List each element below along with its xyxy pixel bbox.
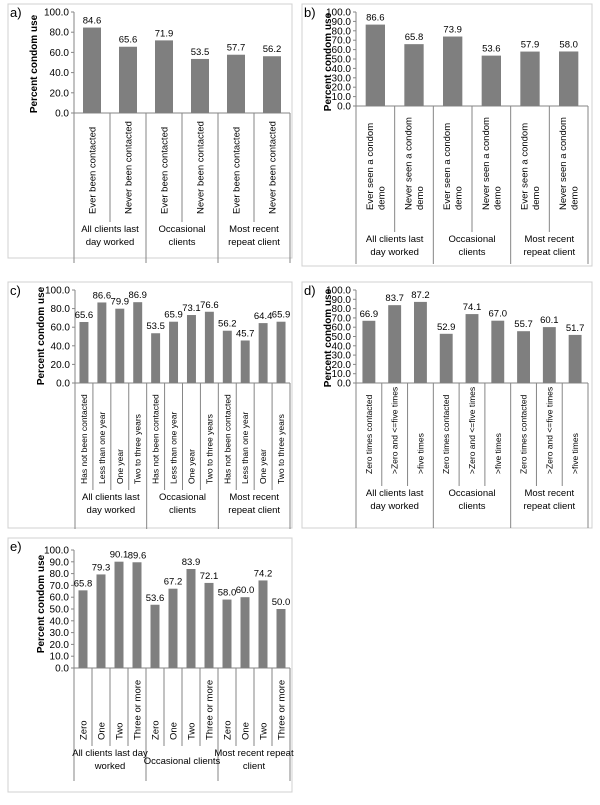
bar [133,302,142,383]
category-label: Zero times contacted [441,394,452,474]
y-tick-label: 60.0 [50,322,70,334]
bar [79,590,88,668]
bar-value-label: 66.9 [359,308,379,320]
y-tick-label: 90.0 [331,294,351,306]
category-label: One [240,722,252,740]
bar-value-label: 86.6 [366,12,385,24]
bar [263,56,281,113]
bar [169,589,178,668]
bar-value-label: 65.9 [271,309,291,321]
bar [520,52,539,106]
y-tick-label: 100.0 [43,7,69,19]
bar [223,600,232,668]
group-label: day worked [370,501,419,512]
category-label: One year [114,449,125,484]
y-tick-label: 40.0 [49,68,69,80]
bar-value-label: 79.9 [110,296,130,308]
panel-label: b) [304,5,316,20]
category-label: Never been contacted [195,121,207,214]
y-tick-label: 90.0 [331,16,351,28]
group-label: day worked [86,505,136,516]
bar-value-label: 67.0 [488,308,508,320]
bar-value-label: 65.6 [118,34,138,46]
category-label: demo [376,186,388,210]
bar [155,40,173,113]
category-label: Zero [222,720,234,740]
y-tick-label: 10.0 [331,92,351,104]
category-label: Two [258,722,270,740]
bar [241,340,250,383]
bar [517,331,530,383]
bar [277,609,286,668]
bar-value-label: 67.2 [163,576,183,588]
y-tick-label: 0.0 [55,663,69,675]
y-tick-label: 40.0 [331,341,351,353]
group-label: client [242,761,266,772]
group-label: Most recent repeat [214,748,294,759]
y-tick-label: 80.0 [50,304,70,316]
group-label: Occasional [448,488,496,499]
category-label: Ever seen a condom [519,122,531,210]
bar-value-label: 52.9 [436,321,456,333]
panel-label: c) [10,283,21,298]
bar [187,569,196,668]
category-label: Three or more [276,679,288,740]
category-label: One year [186,449,197,484]
y-tick-label: 20.0 [331,82,351,94]
category-label: Ever been contacted [231,126,243,214]
group-label: Most recent [524,488,575,499]
bar [277,322,286,383]
category-label: Has not been contacted [150,394,161,484]
bar-value-label: 90.1 [109,549,129,561]
y-tick-label: 70.0 [331,313,351,325]
panel-frame [8,4,292,258]
category-label: Zero times contacted [518,394,529,474]
category-label: >five times [492,433,503,474]
group-label: Occasional [158,224,206,235]
bar-value-label: 73.1 [182,303,201,315]
group-label: Most recent [229,224,279,235]
category-label: Less than one year [240,411,251,484]
y-tick-label: 20.0 [50,359,70,371]
bar [191,59,209,113]
y-tick-label: 100.0 [43,545,69,557]
category-label: >five times [570,433,581,474]
bar [543,327,556,383]
group-label: repeat client [228,237,280,248]
chart-panel-4 [302,282,592,528]
bar [97,574,106,668]
bar-value-label: 53.6 [145,592,165,604]
category-label: Ever seen a condom [442,122,454,210]
bar [115,562,124,668]
category-label: Zero times contacted [363,394,374,474]
y-tick-label: 0.0 [337,101,351,113]
category-label: >Zero and <=five times [389,386,400,474]
bar-value-label: 71.9 [154,28,174,40]
bar-value-label: 73.9 [443,24,462,36]
panel-label: e) [10,539,22,554]
chart-panel-2 [302,4,592,266]
panel-label: a) [10,5,22,20]
group-label: Most recent [229,492,279,503]
y-tick-label: 0.0 [56,378,70,390]
y-axis-title: Percent condom use [36,554,47,654]
y-tick-label: 60.0 [331,45,351,57]
group-label: All clients last [81,224,139,235]
bar-value-label: 65.8 [73,578,93,590]
bar [151,605,160,668]
group-label: repeat client [523,247,576,258]
bar [414,302,427,383]
category-label: Ever been contacted [87,126,99,214]
y-tick-label: 50.0 [49,604,69,616]
y-axis-title: Percent condom use [323,288,334,388]
bar-value-label: 76.6 [200,299,219,311]
bar-value-label: 53.6 [482,43,501,55]
group-label: clients [458,501,486,512]
bar [404,44,423,106]
bar-value-label: 60.0 [235,585,255,597]
bar-value-label: 53.5 [146,321,165,333]
category-label: Never seen a condom [558,117,570,210]
group-label: All clients last day [72,748,148,759]
bar-value-label: 74.2 [253,568,273,580]
bar-value-label: 51.7 [565,322,585,334]
y-tick-label: 10.0 [49,651,69,663]
bar [241,597,250,668]
category-label: Never been contacted [123,121,135,214]
bar [227,55,245,113]
group-label: Occasional [159,492,206,503]
bar [440,334,453,383]
y-tick-label: 60.0 [331,322,351,334]
y-tick-label: 20.0 [49,639,69,651]
bar [115,309,124,383]
y-axis-title: Percent condom use [323,12,334,112]
bar-value-label: 65.8 [404,32,424,44]
category-label: One year [258,449,269,484]
y-tick-label: 10.0 [331,369,351,381]
category-label: Two to three years [276,414,287,484]
bar [559,51,578,106]
bar [97,302,106,383]
group-label: clients [458,247,486,258]
bar-value-label: 72.1 [199,570,219,582]
bar [83,28,101,113]
bar [119,47,137,113]
category-label: >Zero and <=five times [466,386,477,474]
y-tick-label: 50.0 [331,54,351,66]
bar [388,305,401,383]
category-label: demo [569,186,581,210]
y-tick-label: 0.0 [337,378,351,390]
y-tick-label: 20.0 [331,359,351,371]
y-tick-label: 80.0 [331,304,351,316]
bar [223,331,232,383]
bar-value-label: 57.9 [520,39,540,51]
bar [187,315,196,383]
y-tick-label: 60.0 [49,47,69,59]
bar [362,321,375,383]
category-label: demo [492,186,504,210]
y-tick-label: 40.0 [49,616,69,628]
category-label: One [168,722,180,740]
y-tick-label: 100.0 [325,285,351,297]
group-label: worked [94,761,126,772]
y-axis-title: Percent condom use [36,286,47,386]
bar-value-label: 50.0 [271,597,291,608]
category-label: Ever been contacted [159,126,171,214]
category-label: Three or more [132,679,144,740]
bar [79,322,88,383]
group-label: clients [169,505,196,516]
bar [205,312,214,383]
bar [169,322,178,383]
category-label: demo [453,186,465,210]
category-label: Three or more [204,679,216,740]
bar [205,583,214,668]
y-tick-label: 70.0 [331,35,351,47]
category-label: Two to three years [204,414,215,484]
chart-panel-1 [8,4,292,263]
category-label: Zero [150,720,162,740]
category-label: Zero [78,720,90,740]
category-label: >five times [415,433,426,474]
category-label: Two [114,722,126,740]
bar [482,56,501,106]
bar [443,37,462,106]
bar [259,323,268,383]
category-label: Two [186,722,198,740]
bar-value-label: 64.4 [253,311,273,323]
bar-value-label: 55.7 [514,319,533,331]
group-label: All clients last [365,488,424,499]
category-label: Never seen a condom [480,117,492,210]
category-label: Ever seen a condom [364,122,376,210]
category-label: One [96,722,108,740]
group-label: Occasional [448,234,496,245]
group-label: repeat client [523,501,576,512]
category-label: >Zero and <=five times [544,386,555,474]
y-tick-label: 40.0 [331,63,351,75]
y-tick-label: 0.0 [55,108,69,120]
group-label: repeat client [228,505,281,516]
bar-value-label: 65.6 [74,309,94,321]
bar-value-label: 79.3 [91,562,111,574]
y-tick-label: 20.0 [49,88,69,100]
y-tick-label: 30.0 [331,73,351,85]
group-label: All clients last [365,234,424,245]
group-label: Occasional clients [143,756,221,767]
bar [466,314,479,383]
bar-value-label: 83.7 [385,293,404,305]
y-tick-label: 80.0 [331,26,351,38]
bar [133,562,142,668]
group-label: Most recent [524,234,575,245]
bar-value-label: 89.6 [127,550,147,562]
chart-panel-5 [8,538,294,792]
bar [569,335,582,383]
y-tick-label: 100.0 [325,7,351,19]
bar-value-label: 53.5 [190,46,210,58]
bar-value-label: 74.1 [462,302,482,314]
y-tick-label: 100.0 [44,285,70,297]
y-tick-label: 30.0 [49,628,69,640]
group-label: clients [168,237,196,248]
group-label: All clients last [82,492,140,503]
y-tick-label: 70.0 [49,580,69,592]
category-label: demo [531,186,543,210]
panel-label: d) [304,283,316,298]
bar [259,580,268,668]
bar-value-label: 83.9 [181,556,201,568]
bar-value-label: 58.0 [559,39,578,51]
bar-value-label: 87.2 [411,289,430,301]
y-axis-title: Percent condom use [29,14,40,114]
group-label: day worked [85,237,135,248]
group-label: day worked [370,247,419,258]
y-tick-label: 80.0 [49,569,69,581]
category-label: Has not been contacted [78,394,89,484]
category-label: Never been contacted [267,121,279,214]
y-tick-label: 40.0 [50,341,70,353]
bar [491,321,504,383]
bar-value-label: 65.9 [164,309,183,321]
y-tick-label: 90.0 [49,557,69,569]
category-label: demo [415,186,427,210]
chart-panel-3 [8,282,292,529]
y-tick-label: 30.0 [331,350,351,362]
category-label: Less than one year [168,411,179,484]
bar [366,25,385,106]
bar-value-label: 57.7 [226,42,246,54]
bar-value-label: 86.6 [92,290,112,302]
y-tick-label: 60.0 [49,592,69,604]
bar [151,333,160,383]
y-tick-label: 80.0 [49,27,69,39]
category-label: Two to three years [132,414,143,484]
category-label: Never seen a condom [403,117,415,210]
bar-value-label: 84.6 [82,15,102,27]
bar-value-label: 56.2 [218,318,237,330]
category-label: Has not been contacted [222,394,233,484]
y-tick-label: 50.0 [331,332,351,343]
category-label: Less than one year [96,411,107,484]
bar-value-label: 60.1 [540,315,559,327]
bar-value-label: 86.9 [128,290,147,302]
bar-value-label: 58.0 [217,587,237,599]
bar-value-label: 45.7 [235,328,255,340]
bar-value-label: 56.2 [262,44,282,56]
